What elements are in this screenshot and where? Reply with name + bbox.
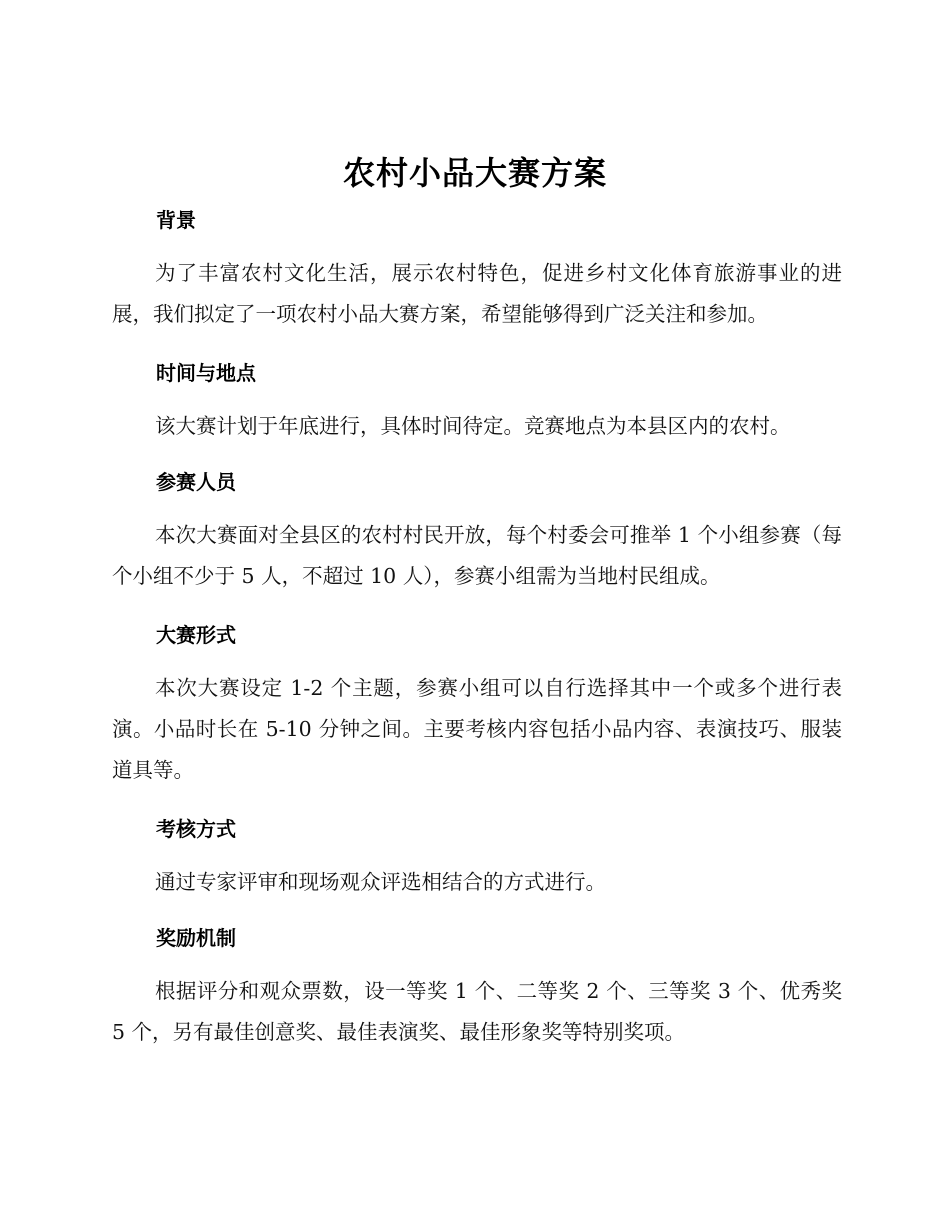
section-body-rewards: 根据评分和观众票数，设一等奖 1 个、二等奖 2 个、三等奖 3 个、优秀奖 5 个，另有最佳创意奖、最佳表演奖、最佳形象奖等特别奖项。 (112, 979, 842, 1044)
section-body-assessment: 通过专家评审和现场观众评选相结合的方式进行。 (155, 870, 606, 894)
section-heading-format: 大赛形式 (156, 623, 236, 647)
section-heading-rewards: 奖励机制 (156, 926, 236, 950)
section-heading-background: 背景 (156, 208, 196, 232)
section-heading-participants: 参赛人员 (156, 470, 236, 494)
section-body-format: 本次大赛设定 1-2 个主题，参赛小组可以自行选择其中一个或多个进行表演。小品时长在 5-10 分钟之间。主要考核内容包括小品内容、表演技巧、服装道具等。 (112, 676, 842, 782)
section-body-time-location: 该大赛计划于年底进行，具体时间待定。竞赛地点为本县区内的农村。 (155, 414, 791, 438)
section-heading-time-location: 时间与地点 (156, 361, 256, 385)
section-heading-assessment: 考核方式 (156, 817, 236, 841)
document-title: 农村小品大赛方案 (342, 154, 607, 192)
section-body-background: 为了丰富农村文化生活，展示农村特色，促进乡村文化体育旅游事业的进展，我们拟定了一项农村小品大赛方案，希望能够得到广泛关注和参加。 (112, 261, 842, 326)
section-body-participants: 本次大赛面对全县区的农村村民开放，每个村委会可推举 1 个小组参赛（每个小组不少于 5 人，不超过 10 人），参赛小组需为当地村民组成。 (112, 523, 842, 588)
